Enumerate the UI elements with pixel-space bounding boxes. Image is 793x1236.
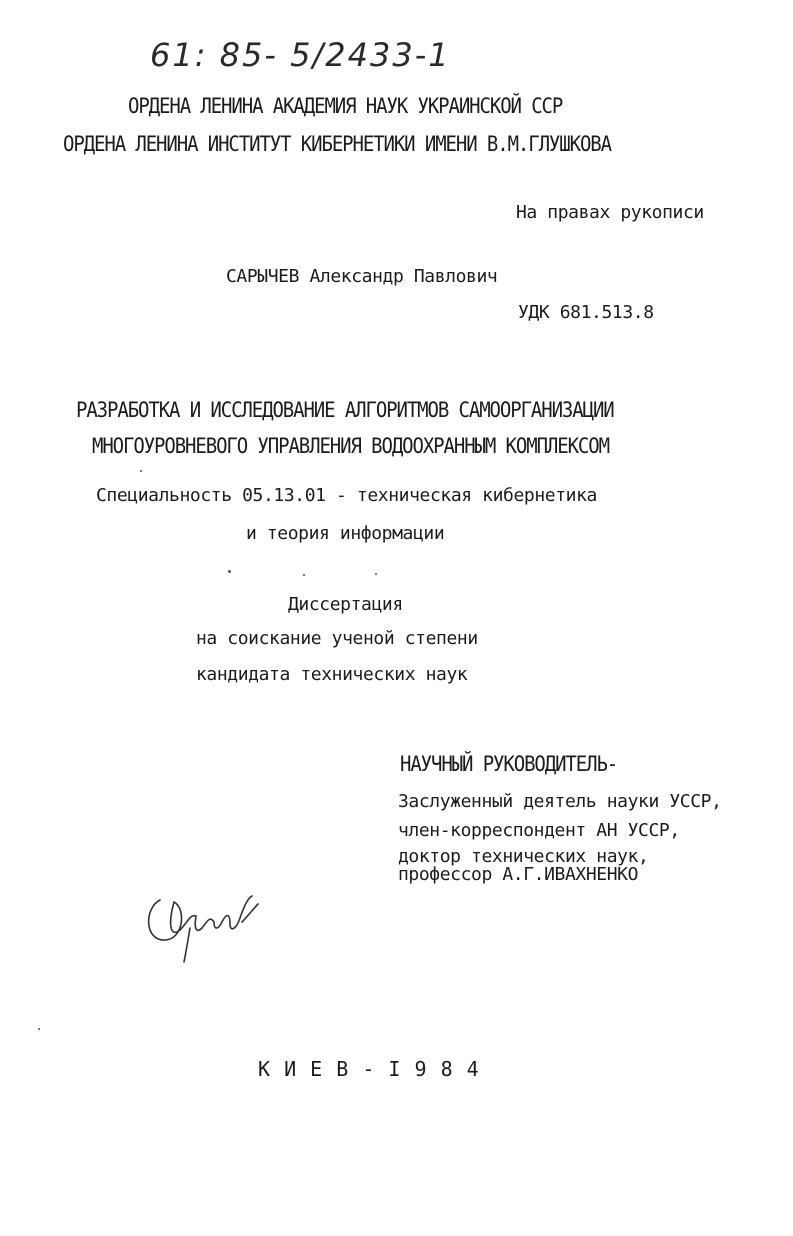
title-line-2: МНОГОУРОВНЕВОГО УПРАВЛЕНИЯ ВОДООХРАННЫМ КОМПЛЕКСОМ xyxy=(92,434,609,459)
specialty-line-1: Специальность 05.13.01 - техническая кибернетика xyxy=(96,485,597,506)
city-year: К И Е В - I 9 8 4 xyxy=(258,1057,480,1081)
specialty-line-2: и теория информации xyxy=(246,523,445,544)
header-academy: ОРДЕНА ЛЕНИНА АКАДЕМИЯ НАУК УКРАИНСКОЙ ССР xyxy=(128,94,563,119)
paper-speck xyxy=(228,570,231,573)
supervisor-heading: НАУЧНЫЙ РУКОВОДИТЕЛЬ- xyxy=(400,752,618,777)
paper-speck xyxy=(140,470,142,472)
signature-icon xyxy=(140,878,270,968)
degree-line-3: кандидата технических наук xyxy=(196,664,468,685)
rights-note: На правах рукописи xyxy=(516,202,704,223)
degree-line-2: на соискание ученой степени xyxy=(196,628,478,649)
header-institute: ОРДЕНА ЛЕНИНА ИНСТИТУТ КИБЕРНЕТИКИ ИМЕНИ В.М.ГЛУШКОВА xyxy=(63,132,611,157)
supervisor-line-2: член-корреспондент АН УССР, xyxy=(398,820,680,841)
supervisor-line-3: доктор технических наук, xyxy=(398,846,649,867)
author-name: САРЫЧЕВ Александр Павлович xyxy=(226,266,498,287)
udc-code: УДК 681.513.8 xyxy=(518,302,654,323)
paper-speck xyxy=(38,1028,40,1030)
supervisor-line-1: Заслуженный деятель науки УССР, xyxy=(398,791,722,812)
paper-speck xyxy=(375,573,377,575)
degree-line-1: Диссертация xyxy=(288,594,403,615)
paper-speck xyxy=(303,574,305,576)
title-line-1: РАЗРАБОТКА И ИССЛЕДОВАНИЕ АЛГОРИТМОВ САМООРГАНИЗАЦИИ xyxy=(76,398,614,423)
archive-code: 61: 85- 5/2433-1 xyxy=(150,36,451,74)
supervisor-line-4: профессор А.Г.ИВАХНЕНКО xyxy=(398,864,639,885)
